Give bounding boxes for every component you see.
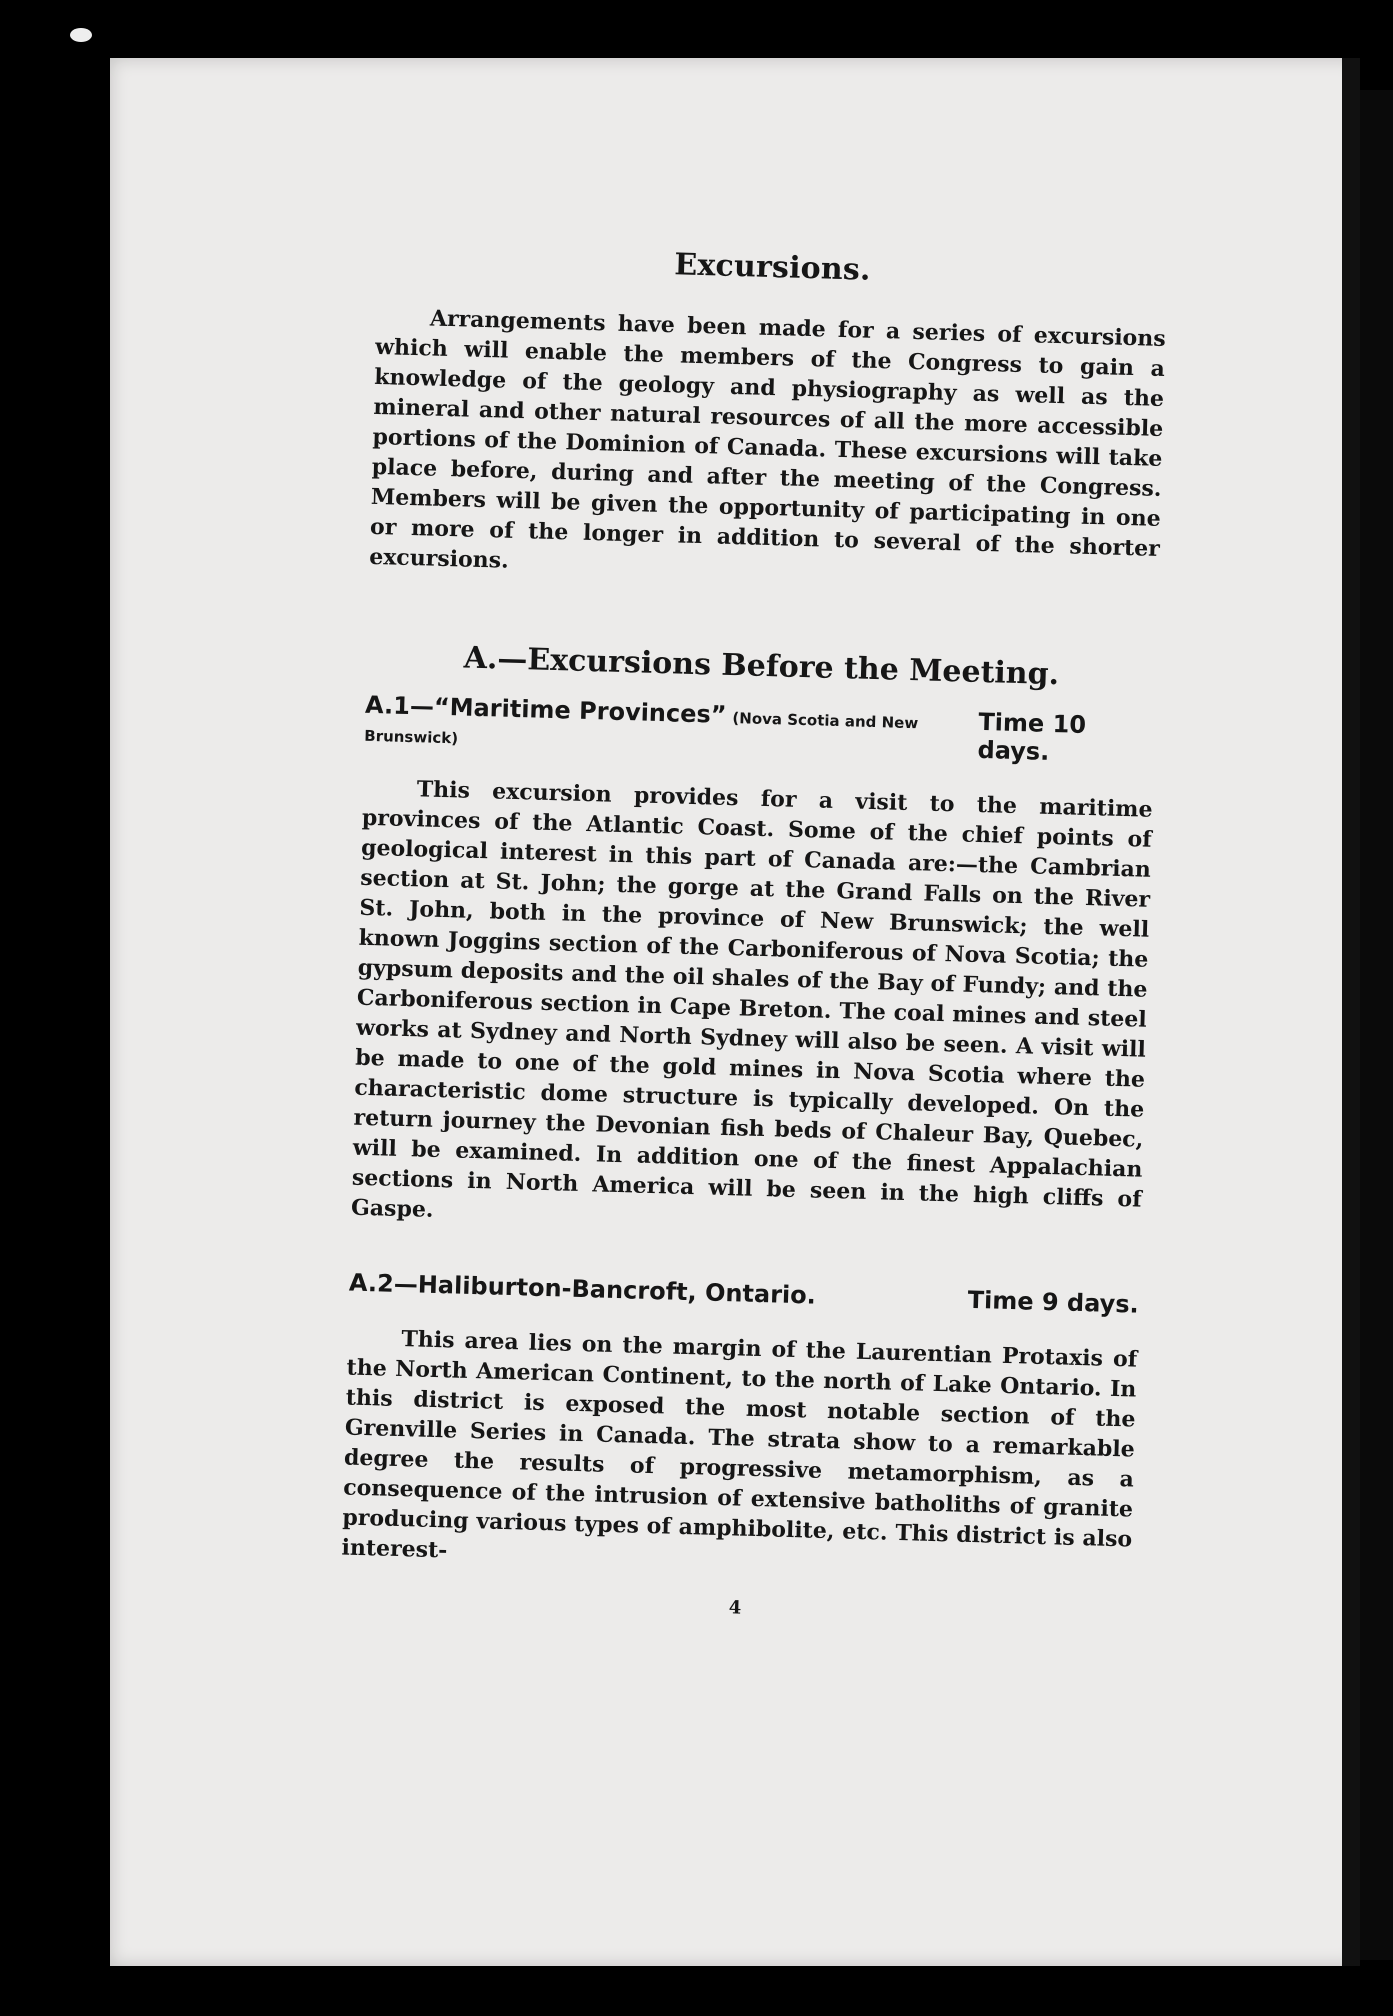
excursion-a2-time: Time 9 days. (967, 1285, 1140, 1319)
excursion-a2-label: A.2—Haliburton-Bancroft, Ontario. (348, 1268, 817, 1310)
excursion-a1-title (364, 691, 979, 764)
excursion-a1-label: A.1—“Maritime Provinces” (364, 690, 727, 729)
page-content (340, 239, 1168, 1630)
excursion-a1-paragraph: This excursion provides for a visit to the maritime provinces of the Atlantic Coast. Some of the chief points of geological interest in this part of Canada are:—the Cambrian section at St. John; the gorge at the Grand Falls on the River St. John, both in the province of New Brunswick; the well known Joggins section of the Carboniferous of Nova Scotia; the gypsum deposits and the oil shales of the Bay of Fundy; and the Carboniferous section in Cape Breton. The coal mines and steel works at Sydney and North Sydney will also be seen. A visit will be made to one of the gold mines in Nova Scotia where the characteristic dome structure is typically developed. On the return journey the Devonian fish beds of Chaleur Bay, Quebec, will be examined. In addition one of the finest Appalachian sections in North America will be seen in the high cliffs of Gaspe. (350, 776, 1153, 1223)
section-a-heading: A.—Excursions Before the Meeting. (463, 640, 1060, 693)
adjacent-page-edge (1360, 90, 1393, 1960)
intro-paragraph: Arrangements have been made for a series of excursions which will enable the members of the Congress to gain a knowledge of the geology and physiography as well as the mineral and other natural resources of all the more accessible portions of the Dominion of Canada. These excursions will take place before, during and after the meeting of the Congress. Members will be given the opportunity of participating in one or more of the longer in addition to several of the shorter excursions. (368, 305, 1167, 574)
page-title: Excursions. (673, 247, 872, 288)
scan-speck (70, 28, 92, 42)
excursion-a1-time: Time 10 days. (977, 707, 1087, 766)
excursion-a2-paragraph: This area lies on the margin of the Laurentian Protaxis of the North American Continent, to the north of Lake Ontario. In this district is exposed the most notable section of the Grenville Series in Canada. The strata show to a remarkable degree the results of progressive metamorphism, as a consequence of the intrusion of extensive batholiths of granite producing various types of amphibolite, etc. This district is also interest- (341, 1326, 1138, 1564)
excursion-a2-heading (349, 1269, 1139, 1319)
excursion-a1-heading (364, 691, 1155, 769)
page-number: 4 (728, 1597, 742, 1619)
excursion-a1-sublabel: (Nova Scotia and New Brunswick) (364, 709, 919, 748)
